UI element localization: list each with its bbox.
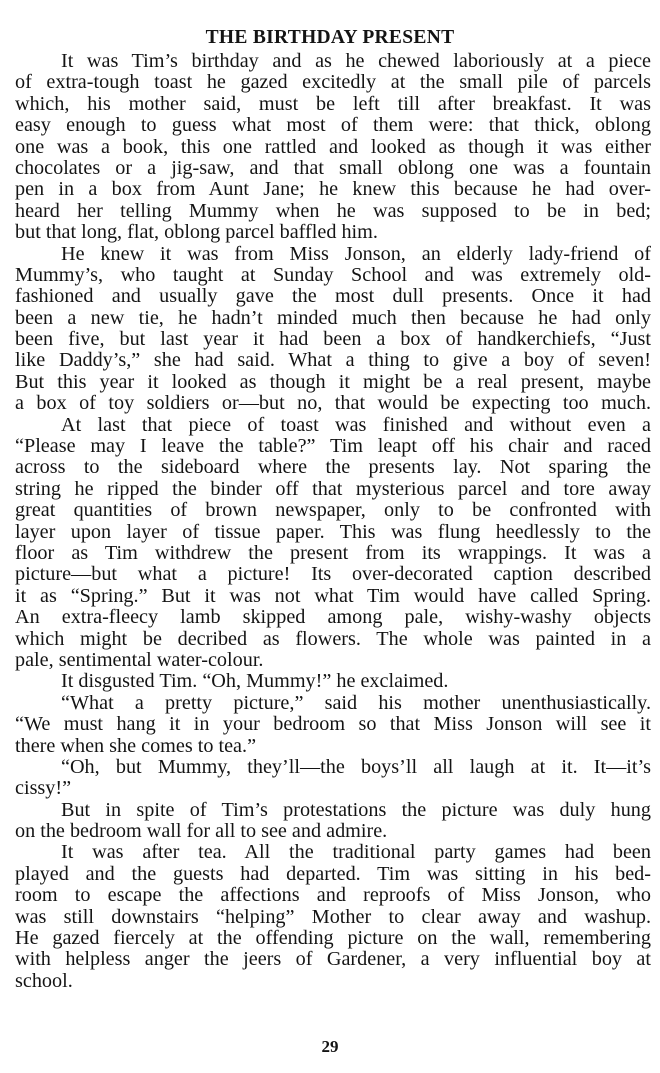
text-line: pen in a box from Aunt Jane; he knew this because he had over-: [15, 178, 651, 201]
page-number: 29: [321, 1037, 339, 1056]
text-line: which, his mother said, must be left till after breakfast. It was: [15, 92, 651, 115]
text-line: been five, but last year it had been a box of handkerchiefs, “Just: [15, 328, 651, 351]
text-line: layer upon layer of tissue paper. This was flung heedlessly to the: [15, 520, 651, 543]
text-line: but that long, flat, oblong parcel baffled him.: [15, 221, 378, 244]
text-line: like Daddy’s,” she had said. What a thing to give a boy of seven!: [15, 349, 651, 372]
text-line: pale, sentimental water-colour.: [15, 648, 264, 671]
text-line: But in spite of Tim’s protestations the picture was duly hung: [61, 798, 651, 821]
text-line: cissy!”: [15, 777, 72, 800]
text-line: on the bedroom wall for all to see and admire.: [15, 820, 388, 843]
text-line: great quantities of brown newspaper, only to be confronted with: [15, 499, 651, 522]
text-line: He gazed fiercely at the offending picture on the wall, remembering: [15, 927, 651, 950]
text-line: played and the guests had departed. Tim was sitting in his bed-: [15, 862, 651, 885]
story-title: THE BIRTHDAY PRESENT: [205, 27, 455, 48]
text-line: with helpless anger the jeers of Gardener, a very influential boy at: [15, 948, 651, 971]
text-line: a box of toy soldiers or—but no, that would be expecting too much.: [15, 392, 651, 415]
text-line: was still downstairs “helping” Mother to clear away and washup.: [15, 905, 651, 928]
story-body: [15, 51, 651, 992]
text-line: chocolates or a jig-saw, and that small oblong one was a fountain: [15, 156, 651, 179]
text-line: one was a book, this one rattled and looked as though it was either: [15, 135, 651, 158]
text-line: heard her telling Mummy when he was supposed to be in bed;: [15, 199, 651, 222]
text-line: across to the sideboard where the presents lay. Not sparing the: [15, 456, 651, 479]
text-line: “What a pretty picture,” said his mother unenthusiastically.: [61, 691, 651, 714]
text-line: “Oh, but Mummy, they’ll—the boys’ll all laugh at it. It—it’s: [61, 755, 651, 778]
text-line: there when she comes to tea.”: [15, 734, 257, 757]
text-line: It disgusted Tim. “Oh, Mummy!” he exclaimed.: [61, 670, 449, 693]
text-line: Mummy’s, who taught at Sunday School and was extremely old-: [15, 263, 651, 286]
text-line: At last that piece of toast was finished and without even a: [61, 413, 651, 436]
text-line: of extra-tough toast he gazed excitedly at the small pile of parcels: [15, 71, 651, 94]
text-line: “Please may I leave the table?” Tim leapt off his chair and raced: [15, 435, 651, 458]
text-line: been a new tie, he hadn’t minded much then because he had only: [15, 306, 651, 329]
text-line: picture—but what a picture! Its over-decorated caption described: [15, 563, 651, 586]
text-line: But this year it looked as though it might be a real present, maybe: [15, 370, 651, 393]
text-line: An extra-fleecy lamb skipped among pale, wishy-washy objects: [15, 606, 651, 629]
text-line: It was Tim’s birthday and as he chewed laboriously at a piece: [61, 50, 651, 72]
text-line: fashioned and usually gave the most dull presents. Once it had: [15, 285, 651, 308]
text-line: “We must hang it in your bedroom so that Miss Jonson will see it: [15, 713, 651, 736]
text-line: room to escape the affections and reproofs of Miss Jonson, who: [15, 884, 651, 907]
text-line: it as “Spring.” But it was not what Tim would have called Spring.: [15, 584, 651, 607]
text-line: easy enough to guess what most of them were: that thick, oblong: [15, 114, 651, 137]
text-line: He knew it was from Miss Jonson, an elderly lady-friend of: [61, 242, 651, 265]
text-line: It was after tea. All the traditional party games had been: [61, 841, 651, 864]
text-line: school.: [15, 969, 73, 992]
text-line: which might be decribed as flowers. The whole was painted in a: [15, 627, 651, 650]
text-line: string he ripped the binder off that mysterious parcel and tore away: [15, 477, 651, 500]
text-line: floor as Tim withdrew the present from its wrappings. It was a: [15, 541, 651, 564]
